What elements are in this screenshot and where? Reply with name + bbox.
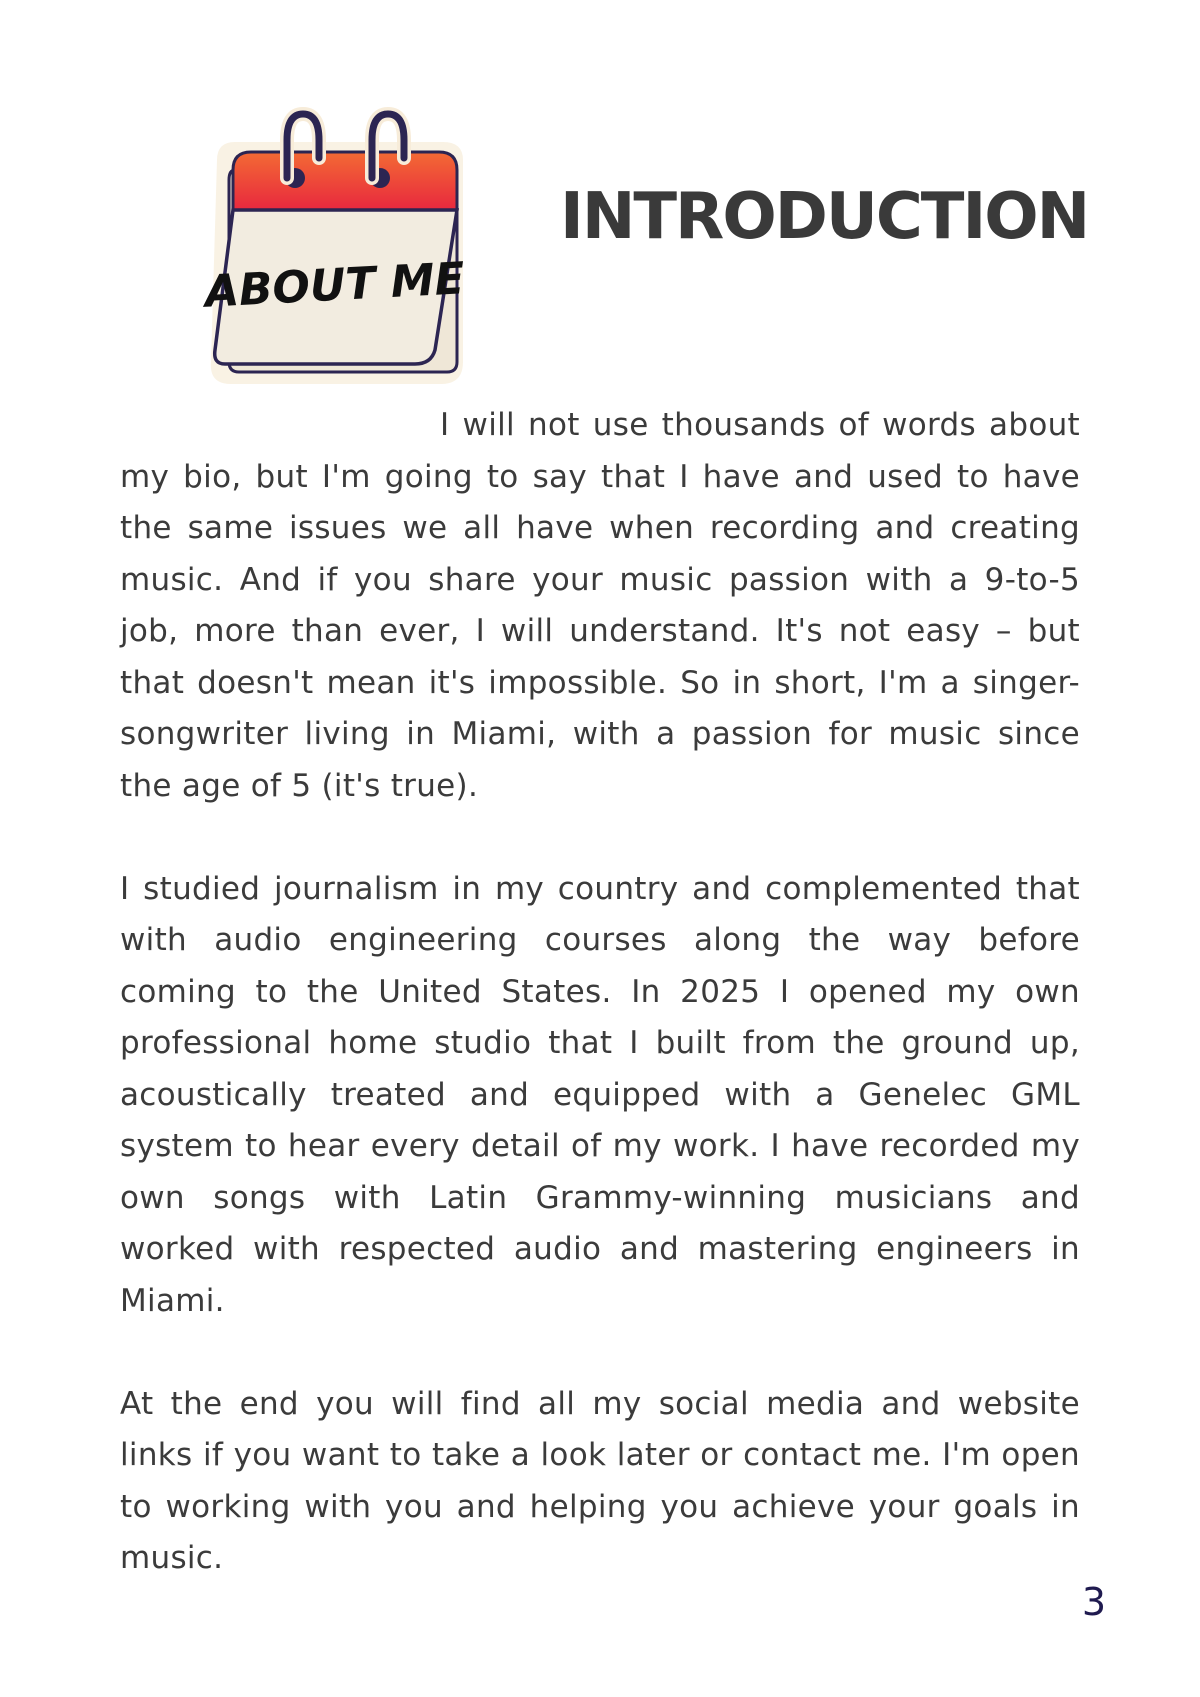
- paragraph-contact: At the end you will find all my social media and website links if you want to take a look later or contact me. I'm open to working with you and helping you achieve your goals in music.: [120, 1385, 1080, 1576]
- body-text: [120, 400, 1080, 1636]
- about-me-calendar-icon: [195, 100, 485, 390]
- page-title: INTRODUCTION: [560, 180, 1089, 254]
- paragraph-background: I studied journalism in my country and complemented that with audio engineering courses along the way before coming to the United States. In 2025 I opened my own professional home studio that I built from the ground up, acoustically treated and equipped with a Genelec GML system to hear every detail of my work. I have recorded my own songs with Latin Grammy-winning musicians and worked with respected audio and mastering engineers in Miami.: [120, 870, 1080, 1319]
- paragraph-intro: I will not use thousands of words about my bio, but I'm going to say that I have and used to have the same issues we all have when recording and creating music. And if you share your music passion with a 9-to-5 job, more than ever, I will understand. It's not easy – but that doesn't mean it's impossible. So in short, I'm a singer-songwriter living in Miami, with a passion for music since the age of 5 (it's true).: [120, 407, 1080, 804]
- page-number: 3: [1081, 1580, 1106, 1624]
- calendar-label: ABOUT ME: [203, 253, 466, 318]
